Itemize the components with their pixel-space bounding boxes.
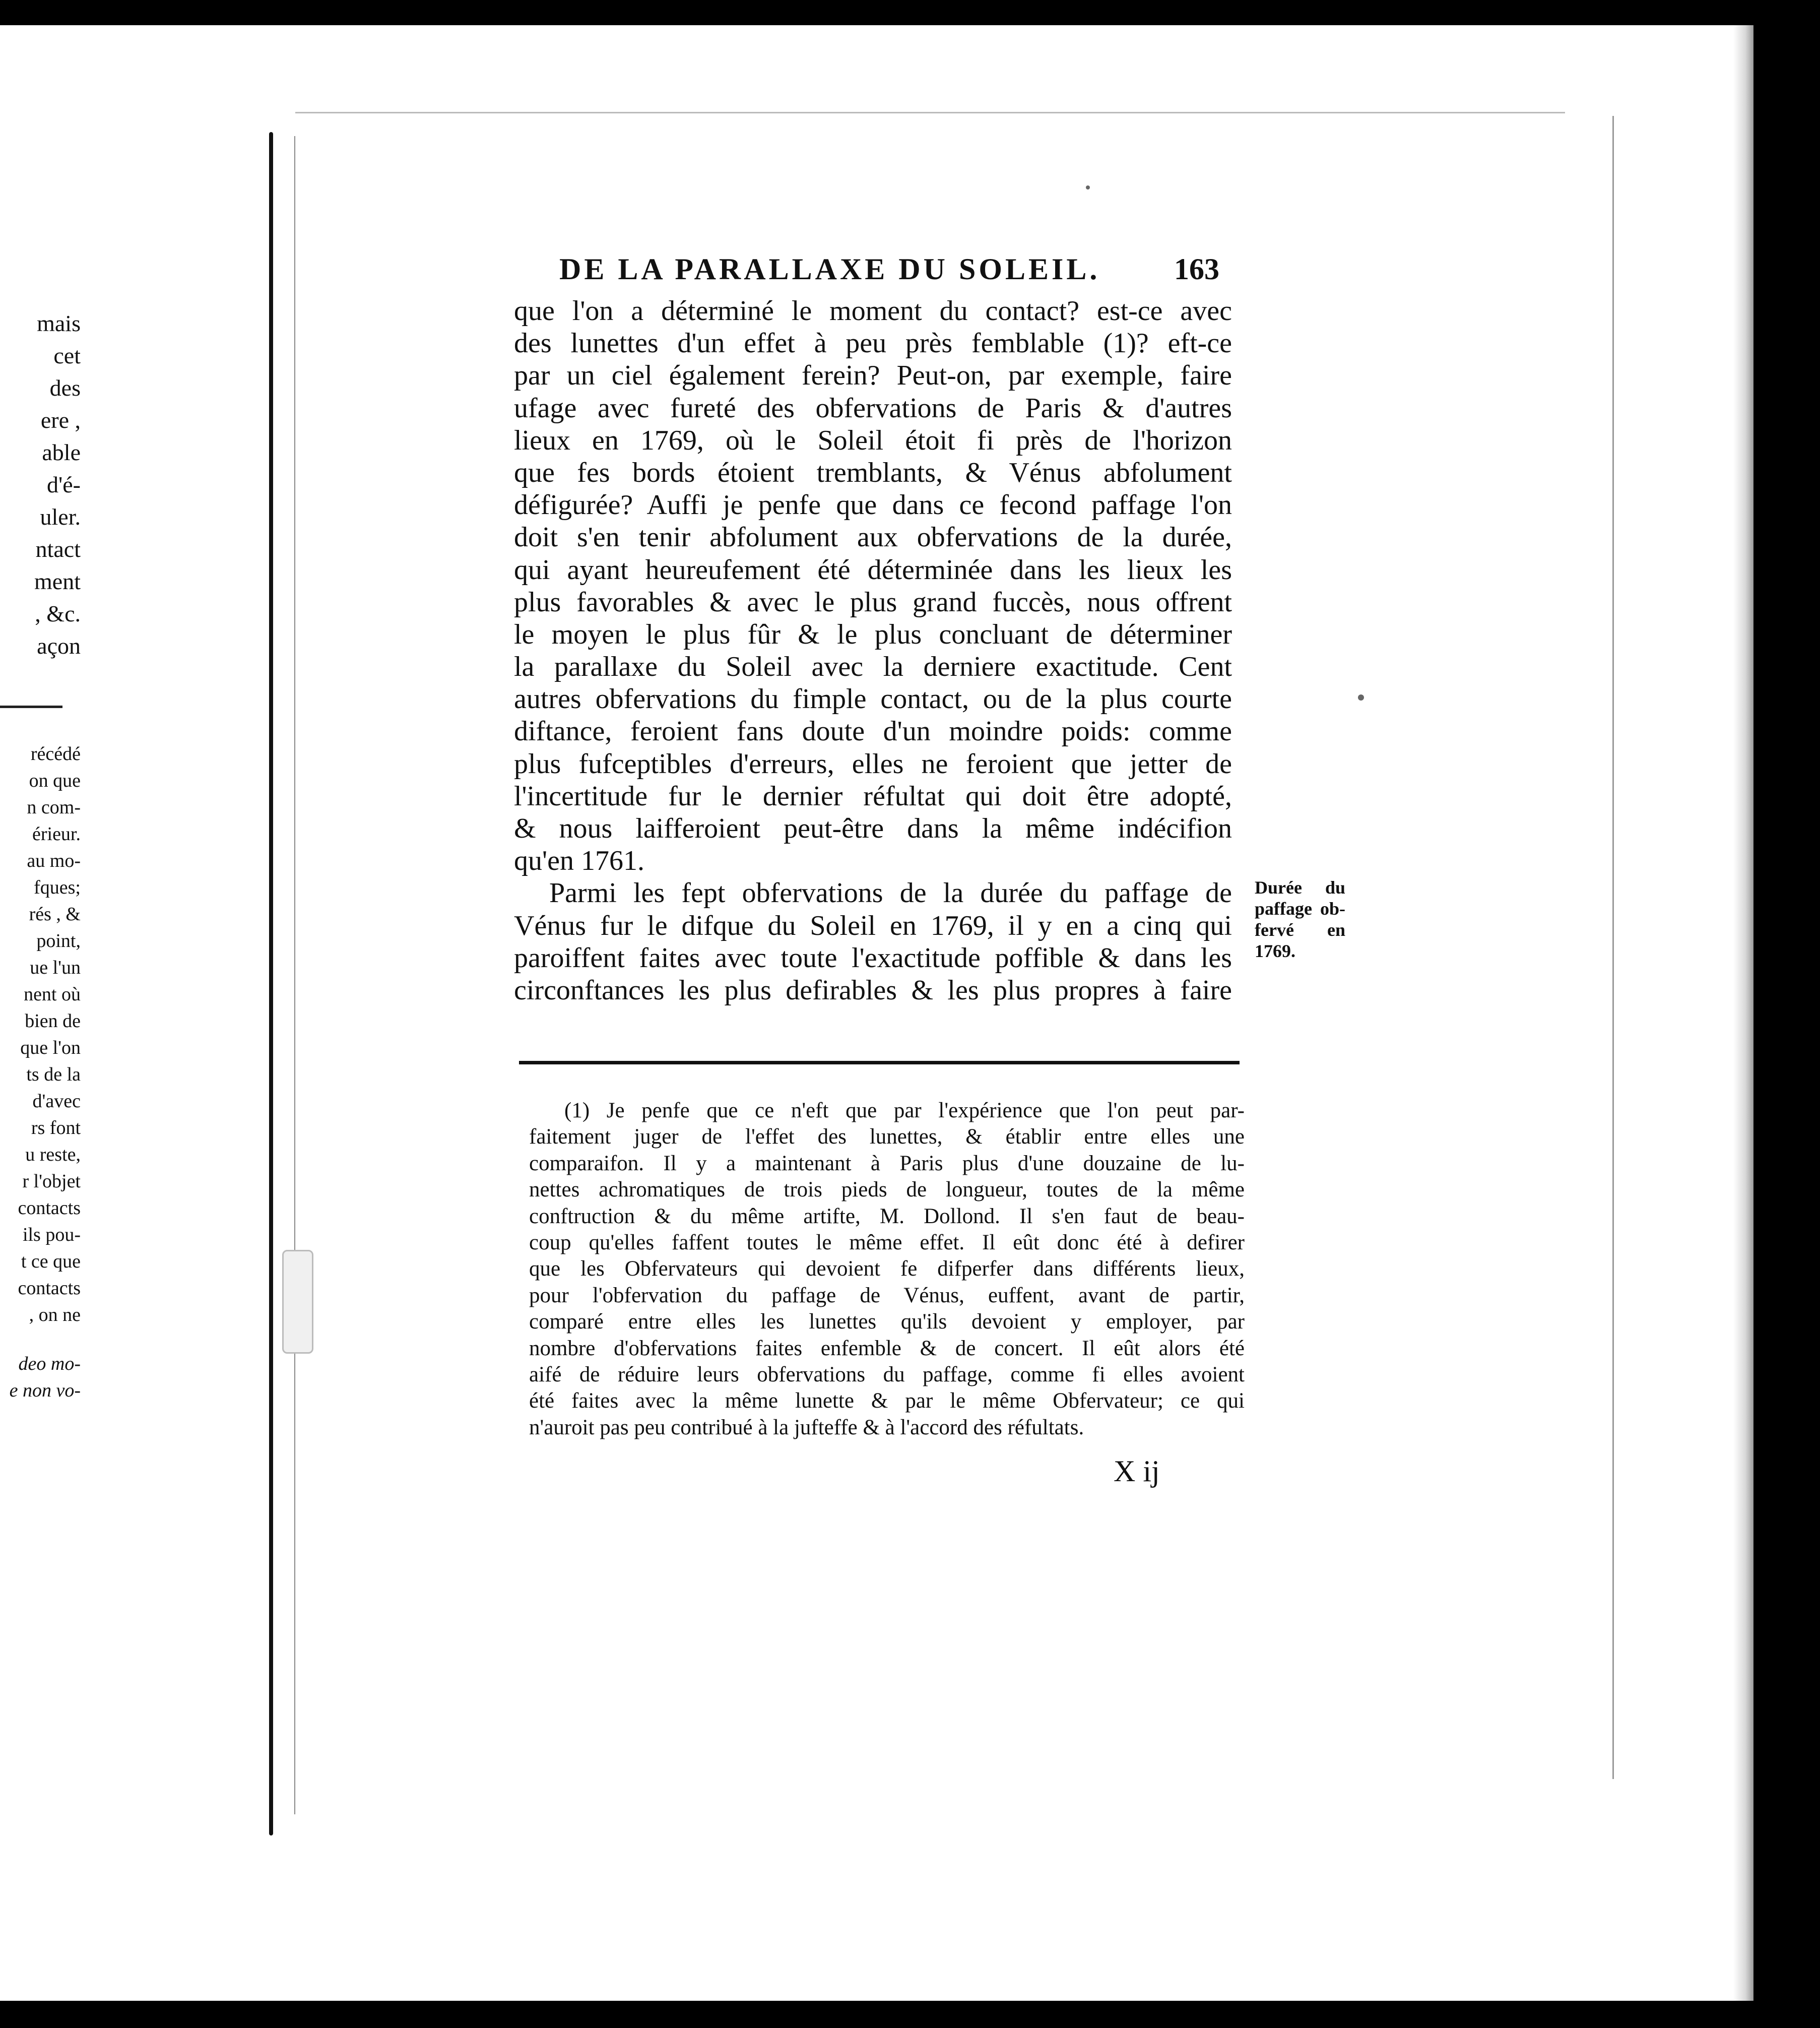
marginal-line: 1769. bbox=[1255, 941, 1295, 961]
body-line: plus favorables & avec le plus grand fuccès, nous offrent bbox=[514, 586, 1232, 618]
body-line: doit s'en tenir abfolument aux obfervations de la durée, bbox=[514, 522, 1232, 553]
left-note-line: nent où bbox=[24, 984, 81, 1005]
signature-mark: X ij bbox=[1114, 1454, 1160, 1488]
running-head: DE LA PARALLAXE DU SOLEIL. bbox=[559, 252, 1100, 286]
marginal-line: Durée du bbox=[1255, 877, 1345, 898]
footnote-line: faitement juger de l'effet des lunettes, & établir entre elles une bbox=[529, 1125, 1245, 1149]
left-note-line: t ce que bbox=[21, 1251, 81, 1272]
left-note-line: rs font bbox=[31, 1117, 81, 1138]
footnote-line: été faites avec la même lunette & par le même Obfervateur; ce qui bbox=[529, 1389, 1245, 1413]
left-note-line: r l'objet bbox=[22, 1171, 81, 1192]
left-body-line: cet bbox=[53, 343, 81, 368]
left-note-line: au mo- bbox=[27, 850, 81, 871]
body-line: diftance, feroient fans doute d'un moindre poids: comme bbox=[514, 716, 1232, 747]
left-note-line: on que bbox=[29, 770, 81, 791]
left-note-line: n com- bbox=[27, 797, 81, 818]
left-body-line: mais bbox=[37, 310, 81, 336]
marginal-note bbox=[1255, 877, 1345, 962]
body-line: Vénus fur le difque du Soleil en 1769, il y en a cinq qui bbox=[514, 910, 1232, 941]
speck bbox=[1358, 694, 1364, 701]
body-line: plus fufceptibles d'erreurs, elles ne feroient que jetter de bbox=[514, 748, 1232, 780]
page-edge bbox=[295, 112, 1565, 113]
left-body-line: açon bbox=[37, 633, 81, 659]
left-note-line: ils pou- bbox=[22, 1224, 81, 1245]
left-italic-line: e non vo- bbox=[9, 1380, 81, 1401]
page-edge bbox=[1612, 116, 1614, 1779]
left-body-line: ere , bbox=[40, 407, 81, 433]
body-line: qu'en 1761. bbox=[514, 845, 644, 877]
left-note-line: contacts bbox=[18, 1197, 81, 1219]
left-footnote-rule bbox=[0, 706, 62, 708]
marginal-line: fervé en bbox=[1255, 920, 1345, 940]
footnote-line: comparé entre elles les lunettes qu'ils devoient y employer, par bbox=[529, 1310, 1245, 1334]
footnote-line: nettes achromatiques de trois pieds de longueur, toutes de la même bbox=[529, 1178, 1245, 1202]
footnote bbox=[529, 1098, 1245, 1441]
page-shadow bbox=[1733, 25, 1753, 2001]
footnote-line: que les Obfervateurs qui devoient fe difperfer dans différents lieux, bbox=[529, 1257, 1245, 1281]
body-line: la parallaxe du Soleil avec la derniere exactitude. Cent bbox=[514, 651, 1232, 683]
left-note-line: point, bbox=[36, 930, 81, 952]
left-body-line: , &c. bbox=[35, 601, 81, 626]
body-line: que l'on a déterminé le moment du contact? est-ce avec bbox=[514, 295, 1232, 327]
page-number: 163 bbox=[1174, 252, 1219, 286]
left-note-line: érieur. bbox=[32, 823, 81, 845]
body-line: circonftances les plus defirables & les plus propres à faire bbox=[514, 974, 1232, 1006]
left-body-line: able bbox=[42, 439, 81, 465]
body-line: qui ayant heureufement été déterminée dans les lieux les bbox=[514, 554, 1232, 586]
footnote-line: n'auroit pas peu contribué à la jufteffe & à l'accord des réfultats. bbox=[529, 1415, 1084, 1439]
left-body-line: des bbox=[49, 375, 81, 401]
left-note-line: u reste, bbox=[25, 1144, 81, 1165]
left-note-line: récédé bbox=[30, 743, 81, 765]
footnote-line: pour l'obfervation du paffage de Vénus, euffent, avant de partir, bbox=[529, 1283, 1245, 1307]
body-line: Parmi les fept obfervations de la durée du paffage de bbox=[549, 877, 1232, 909]
body-text bbox=[514, 295, 1232, 1006]
left-body-line: d'é- bbox=[46, 472, 81, 497]
left-note-line: bien de bbox=[25, 1010, 81, 1032]
body-line: lieux en 1769, où le Soleil étoit fi près de l'horizon bbox=[514, 424, 1232, 456]
left-note-line: que l'on bbox=[20, 1037, 81, 1058]
scan-border bbox=[1756, 0, 1820, 2028]
body-line: par un ciel également ferein? Peut-on, par exemple, faire bbox=[514, 360, 1232, 392]
body-line: ufage avec fureté des obfervations de Paris & d'autres bbox=[514, 392, 1232, 424]
left-note-line: ue l'un bbox=[30, 957, 81, 978]
body-line: & nous laifferoient peut-être dans la même indécifion bbox=[514, 813, 1232, 844]
footnote-line: nombre d'obfervations faites enfemble & de concert. Il eût alors été bbox=[529, 1336, 1245, 1360]
body-line: le moyen le plus fûr & le plus concluant de déterminer bbox=[514, 618, 1232, 650]
footnote-line: aifé de réduire leurs obfervations du paffage, comme fi elles avoient bbox=[529, 1362, 1245, 1386]
left-body-line: ment bbox=[34, 568, 81, 594]
left-note-line: ts de la bbox=[26, 1064, 81, 1085]
speck bbox=[1086, 185, 1090, 189]
body-line: que fes bords étoient tremblants, & Vénus abfolument bbox=[514, 457, 1232, 488]
body-line: autres obfervations du fimple contact, ou de la plus courte bbox=[514, 683, 1232, 715]
body-line: l'incertitude fur le dernier réfultat qui doit être adopté, bbox=[514, 780, 1232, 812]
footnote-line: (1) Je penfe que ce n'eft que par l'expérience que l'on peut par- bbox=[564, 1099, 1245, 1122]
left-note-line: , on ne bbox=[29, 1304, 81, 1325]
left-body-line: ntact bbox=[35, 536, 81, 562]
left-note-line: contacts bbox=[18, 1278, 81, 1299]
gutter-line bbox=[294, 136, 295, 1814]
left-body-line: uler. bbox=[40, 504, 81, 530]
footnote-line: comparaifon. Il y a maintenant à Paris plus d'une douzaine de lu- bbox=[529, 1151, 1245, 1175]
body-line: paroiffent faites avec toute l'exactitude poffible & dans les bbox=[514, 942, 1232, 974]
footnote-line: coup qu'elles faffent toutes le même effet. Il eût donc été à defirer bbox=[529, 1230, 1245, 1254]
book-spine bbox=[269, 132, 273, 1835]
paper-tab bbox=[282, 1250, 313, 1354]
left-note-line: fques; bbox=[34, 877, 81, 898]
body-line: défigurée? Auffi je penfe que dans ce fecond paffage l'on bbox=[514, 489, 1232, 521]
left-note-line: rés , & bbox=[29, 904, 81, 925]
footnote-rule bbox=[519, 1061, 1240, 1064]
left-italic-line: deo mo- bbox=[18, 1353, 81, 1374]
left-note-line: d'avec bbox=[32, 1091, 81, 1112]
marginal-line: paffage ob- bbox=[1255, 899, 1345, 919]
body-line: des lunettes d'un effet à peu près femblable (1)? eft-ce bbox=[514, 328, 1232, 359]
footnote-line: conftruction & du même artifte, M. Dollond. Il s'en faut de beau- bbox=[529, 1204, 1245, 1228]
